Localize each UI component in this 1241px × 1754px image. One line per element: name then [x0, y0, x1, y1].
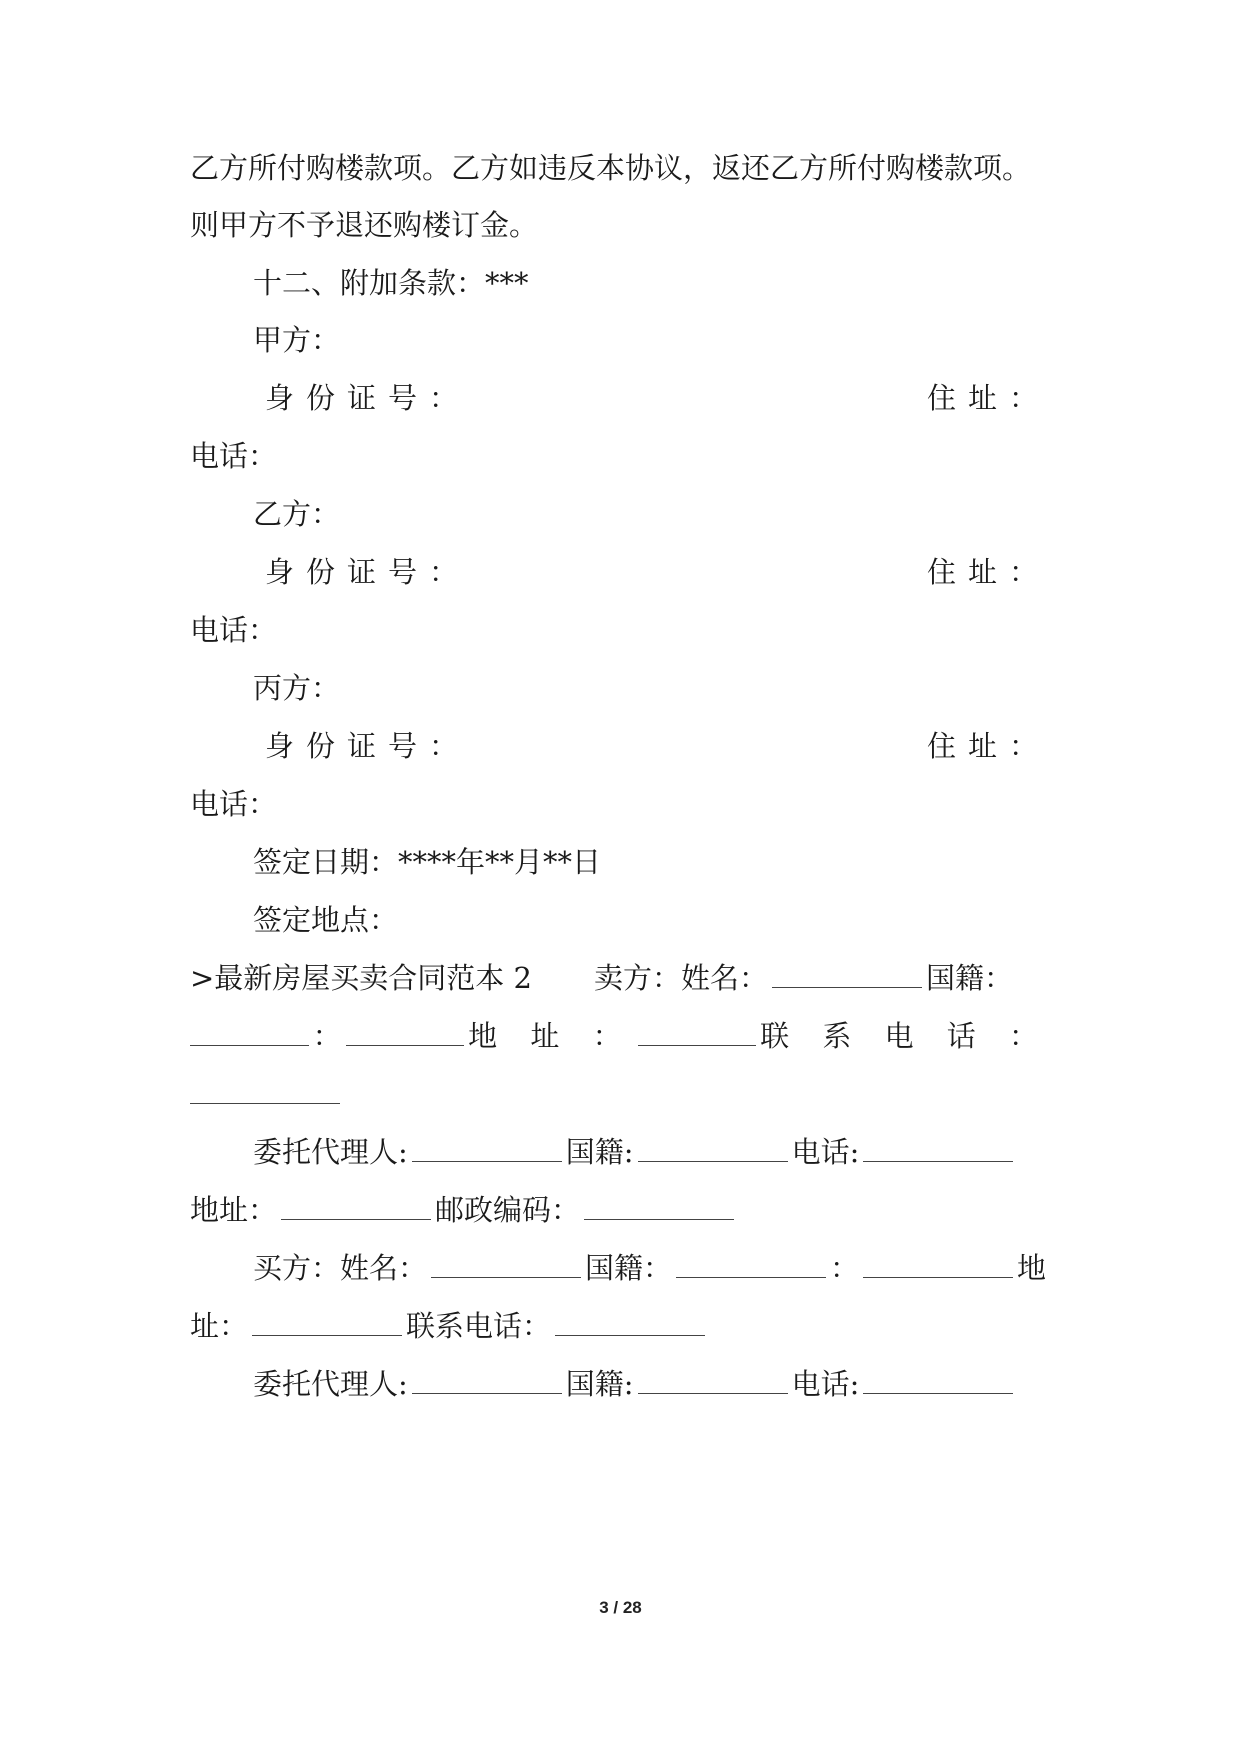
seller-name-label: 卖方：姓名： — [593, 961, 768, 995]
blank-field — [346, 1023, 465, 1046]
agent-address-blank — [281, 1197, 431, 1220]
buyer-agent-row — [253, 1364, 1113, 1404]
agent-blank — [412, 1139, 562, 1162]
party-c-id-row — [253, 726, 1050, 766]
agent-phone-label: 电话: — [791, 1135, 860, 1169]
contract2-heading: >最新房屋买卖合同范本 2 — [190, 961, 532, 995]
contract2-seller-row — [190, 958, 1050, 998]
agent-nationality-label: 国籍: — [565, 1367, 634, 1401]
agent-phone-blank — [863, 1139, 1013, 1162]
seller-address-blank — [638, 1023, 757, 1046]
seller-agent-row — [253, 1132, 1113, 1172]
id-number-label: 身份证号： — [265, 555, 471, 589]
address-label: 住址： — [926, 381, 1050, 415]
id-number-label: 身份证号： — [265, 729, 471, 763]
party-a-id-row — [253, 378, 1050, 418]
sign-place: 签定地点： — [253, 903, 399, 937]
paragraph-line: 乙方所付购楼款项。乙方如违反本协议，返还乙方所付购楼款项。 — [190, 151, 1032, 185]
buyer-address-blank — [252, 1313, 402, 1336]
address-label: 住址： — [926, 555, 1050, 589]
agent-label: 委托代理人: — [253, 1135, 408, 1169]
colon-label: ： — [312, 1019, 342, 1053]
agent-phone-blank — [863, 1371, 1013, 1394]
agent-nationality-blank — [638, 1139, 788, 1162]
seller-address-label: 地 址 ： — [468, 1019, 634, 1053]
party-a-label: 甲方： — [253, 323, 341, 357]
seller-nationality-label: 国籍： — [925, 961, 1013, 995]
sign-date: 签定日期：****年**月**日 — [253, 845, 602, 879]
agent-phone-label: 电话: — [791, 1367, 860, 1401]
clause-12: 十二、附加条款：*** — [253, 266, 529, 300]
buyer-contact-label: 联系电话： — [406, 1309, 552, 1343]
blank-field — [863, 1255, 1013, 1278]
seller-contact-label: 联 系 电 话 ： — [760, 1019, 1051, 1053]
party-c-label: 丙方： — [253, 671, 341, 705]
buyer-name-blank — [431, 1255, 581, 1278]
party-b-phone-label: 电话： — [190, 613, 278, 647]
seller-nationality-blank — [190, 1023, 309, 1046]
buyer-name-label: 买方：姓名： — [253, 1251, 428, 1285]
address-label: 住址： — [926, 729, 1050, 763]
buyer-contact-blank — [555, 1313, 705, 1336]
agent-address-label: 地址： — [190, 1193, 278, 1227]
party-b-id-row — [253, 552, 1050, 592]
party-b-label: 乙方： — [253, 497, 341, 531]
buyer-address-label-b: 址： — [190, 1309, 249, 1343]
agent-nationality-blank — [638, 1371, 788, 1394]
party-c-phone-label: 电话： — [190, 787, 278, 821]
agent-blank — [412, 1371, 562, 1394]
page-number: 3 / 28 — [599, 1598, 642, 1617]
buyer-nationality-label: 国籍： — [585, 1251, 673, 1285]
seller-name-blank — [772, 965, 922, 988]
buyer-row — [253, 1248, 1113, 1288]
buyer-address-label-a: 地 — [1017, 1251, 1047, 1285]
seller-detail-row — [190, 1016, 1050, 1056]
paragraph-line: 则甲方不予退还购楼订金。 — [190, 208, 539, 242]
agent-nationality-label: 国籍: — [565, 1135, 634, 1169]
postcode-blank — [584, 1197, 734, 1220]
agent-label: 委托代理人: — [253, 1367, 408, 1401]
postcode-label: 邮政编码： — [435, 1193, 581, 1227]
seller-contact-blank — [190, 1081, 340, 1104]
seller-contact-blank-row — [190, 1074, 1050, 1114]
buyer-address-row — [190, 1306, 1050, 1346]
buyer-nationality-blank — [676, 1255, 826, 1278]
party-a-phone-label: 电话： — [190, 439, 278, 473]
id-number-label: 身份证号： — [265, 381, 471, 415]
agent-address-row — [190, 1190, 1050, 1230]
colon-label: ： — [830, 1251, 860, 1285]
